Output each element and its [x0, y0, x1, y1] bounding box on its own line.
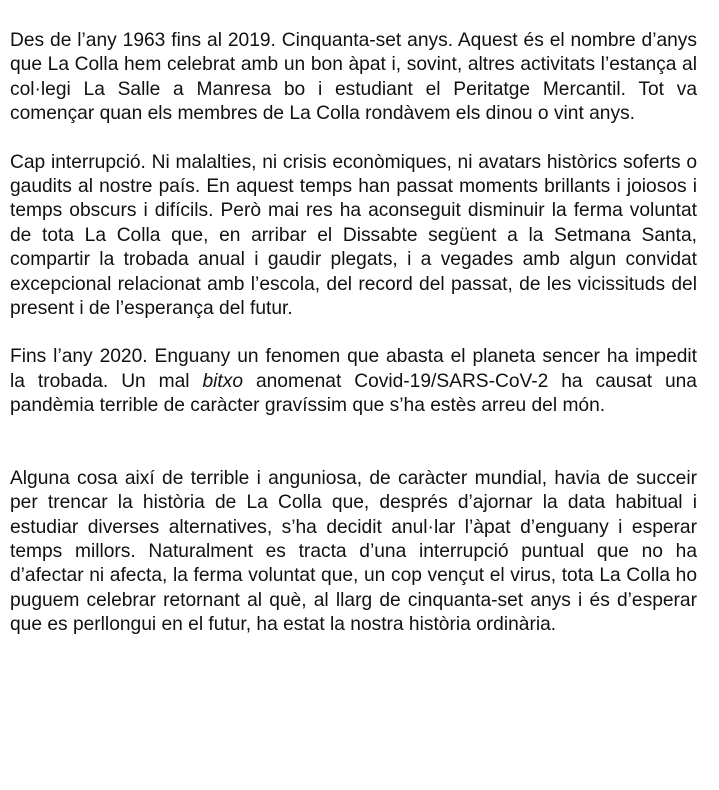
paragraph-3 [10, 345, 697, 418]
paragraph-spacer [10, 127, 697, 151]
document-page [10, 29, 697, 638]
paragraph-1: Des de l’any 1963 fins al 2019. Cinquanta-set anys. Aquest és el nombre d’anys que La Colla hem celebrat amb un bon àpat i, sovint, altres activitats l’estança al col·legi La Salle a Manresa bo i estudiant el Peritatge Mercantil. Tot va començar quan els membres de La Colla rondàvem els dinou o vint anys. [10, 30, 697, 125]
paragraph-2: Cap interrupció. Ni malalties, ni crisis econòmiques, ni avatars històrics soferts o gaudits al nostre país. En aquest temps han passat moments brillants i joiosos i temps obscurs i difícils. Però mai res ha aconseguit disminuir la ferma voluntat de tota La Colla que, en arribar el Dissabte següent a la Setmana Santa, compartir la trobada anual i gaudir plegats, i a vegades amb algun convidat excepcional relacionat amb l’escola, del record del passat, de les vicissituds del present i de l’esperança del futur. [10, 151, 697, 320]
paragraph-3-text-before: Fins l’any 2020. Enguany un fenomen que abasta el planeta sencer ha impedit la trobada. Un mal [10, 346, 697, 392]
paragraph-3-italic-word: bitxo [202, 370, 244, 392]
paragraph-3-text-after: anomenat Covid-19/SARS-CoV-2 ha causat una pandèmia terrible de caràcter gravíssim que s’ha estès arreu del món. [10, 370, 697, 417]
paragraph-spacer [10, 321, 697, 345]
paragraph-spacer-large [10, 419, 697, 467]
paragraph-4: Alguna cosa així de terrible i anguniosa, de caràcter mundial, havia de succeir per trencar la història de La Colla que, després d’ajornar la data habitual i estudiar diverses alternatives, s’ha decidit anul·lar l’àpat d’enguany i esperar temps millors. Naturalment es tracta d’una interrupció puntual que no ha d’afectar ni afecta, la ferma voluntat que, un cop vençut el virus, tota La Colla ho puguem celebrar retornant al què, al llarg de cinquanta-set anys i és d’esperar que es perllongui en el futur, ha estat la nostra història ordinària. [10, 467, 697, 636]
